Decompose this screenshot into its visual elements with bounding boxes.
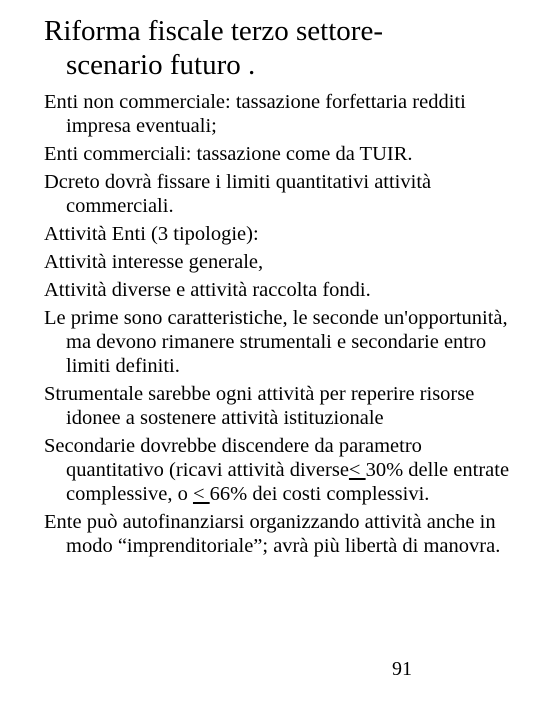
list-item: Strumentale sarebbe ogni attività per reperire risorse idonee a sostenere attività istituzionale xyxy=(44,383,475,429)
less-or-equal-symbol: < xyxy=(348,459,366,481)
item-text-part-3: 66% dei costi complessivi. xyxy=(209,483,430,505)
list-item: Attività interesse generale, xyxy=(44,251,264,273)
list-item: Enti commerciali: tassazione come da TUIR. xyxy=(44,143,413,165)
page-number: 91 xyxy=(392,658,412,680)
list-item-secondary-activities xyxy=(44,434,524,506)
list-item: Dcreto dovrà fissare i limiti quantitativi attività commerciali. xyxy=(44,171,432,217)
bullet-list xyxy=(44,90,524,562)
slide-title-line-2: scenario futuro . xyxy=(66,49,256,81)
slide-title-line-1: Riforma fiscale terzo settore- xyxy=(44,15,383,47)
list-item: Ente può autofinanziarsi organizzando attività anche in modo “imprenditoriale”; avrà più libertà di manovra. xyxy=(44,511,501,557)
less-or-equal-symbol: < xyxy=(192,483,210,505)
item-text-part-2: 30% delle entrate complessive, o xyxy=(66,459,510,505)
list-item: Attività Enti (3 tipologie): xyxy=(44,223,259,245)
item-text-part-1: Secondarie dovrebbe discendere da parametro quantitativo (ricavi attività diverse xyxy=(44,435,422,481)
list-item: Enti non commerciale: tassazione forfettaria redditi impresa eventuali; xyxy=(44,91,466,137)
list-item: Attività diverse e attività raccolta fondi. xyxy=(44,279,371,301)
list-item: Le prime sono caratteristiche, le seconde un'opportunità, ma devono rimanere strumentali e secondarie entro limiti definiti. xyxy=(44,307,508,377)
slide-title xyxy=(44,14,540,82)
